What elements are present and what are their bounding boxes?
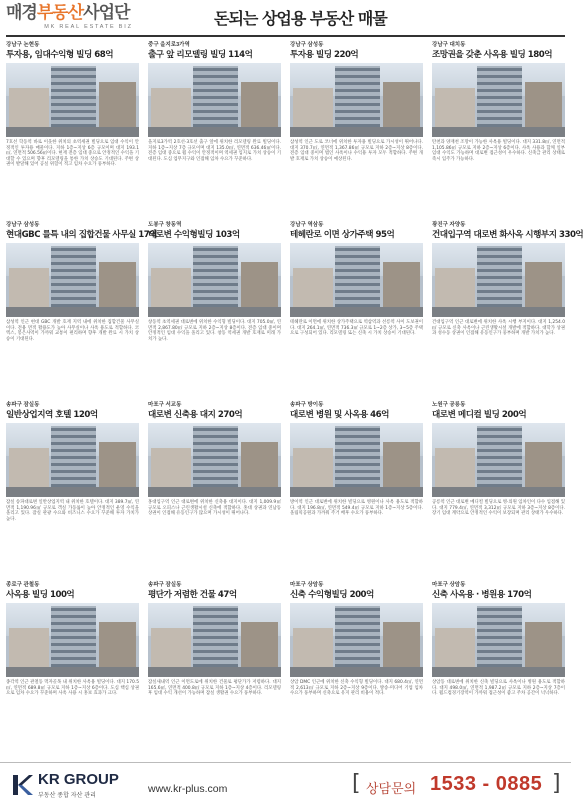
brand-subtitle: MK REAL ESTATE BIZ [44,24,133,30]
listing-description: 공릉역 인근 대로변 메디컬 빌딩으로 병·의원 임차인이 다수 입점해 있다. 대지 779.4㎡, 연면적 3,312㎡ 규모로 지하 3층~지상 8층이다. 장기 임대 계약으로 안정적인 수익이 보장되며 관리 상태가 우수하다. [432,500,565,517]
photo-bld-left [9,268,49,306]
photo-bld-right [99,442,136,486]
listing-description: 삼성역 인근 도로 코너에 위치한 투자용 빌딩으로 가시성이 뛰어나다. 대지 370.7㎡, 연면적 1,367.86㎡ 규모로 지하 2층~지상 8층이다. 전층 임대 중이며 법인 사옥이나 수익용 투자 모두 적합하다. 주변 개발 호재로 가치 상승이 예상된다. [290,140,423,162]
listing-title[interactable]: 신축 사옥용 · 병원용 170억 [432,590,532,600]
listing-photo[interactable] [432,63,565,137]
listing-card[interactable] [290,42,423,186]
listing-description: 을지로3가역 2호선·3호선 출구 앞에 위치한 리모델링 완료 빌딩이다. 지하 1층~지상 7층 규모이며 대지 135.0㎡, 연면적 636.46㎡이다. 전층 임대 중으로 월 수익이 안정적이며 역세권 입지로 가치 상승이 기대된다. 도심 업무지구와 인접해 임차 수요가 꾸준하다. [148,140,281,162]
photo-bld-left [9,448,49,486]
photo-bld-left [151,448,191,486]
photo-bld-main [193,66,238,127]
photo-bld-right [383,262,420,306]
listing-location: 송파구 잠실동 [6,402,40,408]
listing-photo[interactable] [6,243,139,317]
listing-location: 마포구 서교동 [148,402,182,408]
photo-bld-right [241,622,278,666]
listing-card[interactable] [6,42,139,186]
listing-location: 강남구 대치동 [432,42,466,48]
photo-bld-main [51,606,96,667]
listing-card[interactable] [148,582,281,726]
photo-bld-main [335,66,380,127]
listing-description: 탄천과 양재천 조망이 가능한 사옥용 빌딩이다. 대지 331.8㎡, 연면적 1,105.86㎡ 규모로 지하 2층~지상 6층이다. 사옥 사용과 함께 일부 임대 수익도 가능하며 대로변 접근성이 우수하다. 신축급 관리 상태로 즉시 입주가 가능하다. [432,140,565,162]
photo-bld-main [477,606,522,667]
listing-card[interactable] [432,222,583,366]
listing-title[interactable]: 투자용, 임대수익형 빌딩 68억 [6,50,114,60]
listing-card[interactable] [290,402,423,546]
photo-ground [432,667,565,677]
photo-bld-right [99,622,136,666]
listing-location: 강남구 논현동 [6,42,40,48]
photo-bld-main [335,426,380,487]
listing-photo[interactable] [432,603,565,677]
photo-bld-right [99,82,136,126]
header-divider [6,35,565,37]
photo-bld-left [293,268,333,306]
listing-title[interactable]: 출구 앞 리모델링 빌딩 114억 [148,50,253,60]
listing-card[interactable] [6,582,139,726]
photo-bld-main [193,246,238,307]
listing-photo[interactable] [290,603,423,677]
photo-bld-main [51,66,96,127]
listing-photo[interactable] [6,63,139,137]
photo-ground [432,127,565,137]
photo-bld-main [477,66,522,127]
photo-ground [6,667,139,677]
photo-bld-left [9,628,49,666]
company-name: KR GROUP [38,771,119,788]
photo-bld-right [383,442,420,486]
listing-location: 강남구 삼성동 [290,42,324,48]
brand-title: 매경부동산사업단 [6,3,130,23]
listing-location: 송파구 잠실동 [148,582,182,588]
listing-title[interactable]: 건대입구역 대로변 화사옥 시행부지 330억 [432,230,583,240]
photo-ground [290,487,423,497]
listing-location: 종로구 관철동 [6,582,40,588]
masthead [0,0,571,34]
listing-photo[interactable] [432,243,565,317]
photo-bld-main [477,246,522,307]
listing-photo[interactable] [432,423,565,497]
footer [0,762,571,805]
listing-description: 잠실새내역 인근 이면도로에 위치한 건물로 평단가가 저렴하다. 대지 165.6㎡, 연면적 400.8㎡ 규모로 지하 1층~지상 4층이다. 리모델링 후 임대 수익 개선이 가능하며 잠실 생활권 수요가 풍부하다. [148,680,281,697]
photo-bld-right [383,622,420,666]
listing-photo[interactable] [148,423,281,497]
company-website-link[interactable]: www.kr-plus.com [148,783,228,795]
listing-location: 강남구 삼성동 [6,222,40,228]
listing-card[interactable] [432,402,565,546]
listing-description: 상암동 대로변에 위치한 신축 빌딩으로 사옥이나 병원 용도로 적합하다. 대지 498.0㎡, 연면적 1,987.2㎡ 규모로 지하 2층~지상 7층이다. 월드컵경기장역이 가까워 접근성이 좋고 주차 공간이 넉넉하다. [432,680,565,697]
page-headline: 돈되는 상업용 부동산 매물 [214,9,387,28]
listing-location: 송파구 방이동 [290,402,324,408]
photo-bld-left [435,448,475,486]
listing-description: 잠실 송파대로변 일반상업지역 내 위치한 호텔이다. 대지 389.7㎡, 연면적 1,190.96㎡ 규모로 객실 가동률이 높아 안정적인 운영 수익을 올리고 있다. 잠실 관광 수요와 비즈니스 수요가 꾸준해 투자 가치가 높다. [6,500,139,522]
listing-card[interactable] [148,402,281,546]
listing-title[interactable]: 조망권을 갖춘 사옥용 빌딩 180억 [432,50,553,60]
photo-bld-right [99,262,136,306]
listing-title[interactable]: 사옥용 빌딩 100억 [6,590,75,600]
listing-title[interactable]: 일반상업지역 호텔 120억 [6,410,98,420]
photo-bld-left [151,268,191,306]
listing-title[interactable]: 투자용 빌딩 220억 [290,50,359,60]
listing-photo[interactable] [148,603,281,677]
photo-bld-left [293,88,333,126]
listing-description: 삼성역 인근 현대 GBC 개발 호재 지역 내에 위치한 집합건물 사무실이다. 전용 면적 활용도가 높아 사무실이나 사옥 용도로 적합하다. 코엑스, 봉은사역이 가까워 교통이 편리하며 향후 개발 완료 시 가치 상승이 기대된다. [6,320,139,342]
listing-description: 종각역 인근 관철동 먹자골목 내 위치한 사옥용 빌딩이다. 대지 170.5㎡, 연면적 689.8㎡ 규모로 지하 1층~지상 6층이다. 도심 핵심 상권으로 임차 수요가 꾸준하며 사옥 사용 시 홍보 효과가 크다. [6,680,139,697]
photo-bld-right [525,262,562,306]
photo-ground [6,127,139,137]
photo-bld-main [477,426,522,487]
listing-card[interactable] [148,222,281,366]
photo-bld-main [193,606,238,667]
listing-location: 중구 을지로3가역 [148,42,190,48]
listing-card[interactable] [290,222,423,366]
listing-card[interactable] [148,42,281,186]
listing-location: 강남구 역삼동 [290,222,324,228]
listing-card[interactable] [290,582,423,726]
photo-bld-right [241,262,278,306]
photo-bld-left [151,628,191,666]
photo-bld-left [293,448,333,486]
listing-description: 창동역 초역세권 대로변에 위치한 수익형 빌딩이다. 대지 705.0㎡, 연면적 2,867.80㎡ 규모로 지하 2층~지상 8층이다. 전층 임대 중이며 안정적인 임대 수익을 올리고 있다. 창동 역세권 개발 호재로 미래 가치가 높다. [148,320,281,342]
listing-photo[interactable] [6,423,139,497]
photo-ground [290,127,423,137]
photo-bld-main [193,426,238,487]
listing-title[interactable]: 대로변 신축용 대지 270억 [148,410,243,420]
photo-bld-right [525,442,562,486]
brand-logo[interactable] [6,3,171,33]
listing-title[interactable]: 평단가 저렴한 건물 47억 [148,590,237,600]
listing-title[interactable]: 신축 수익형빌딩 200억 [290,590,374,600]
listing-description: 방이역 인근 대로변에 위치한 빌딩으로 병원이나 사옥 용도로 적합하다. 대지 196.8㎡, 연면적 549.4㎡ 규모로 지하 1층~지상 5층이다. 올림픽공원과 가까워 주거 배후 수요가 풍부하다. [290,500,423,517]
listing-location: 도봉구 창동역 [148,222,182,228]
listing-location: 노원구 공릉동 [432,402,466,408]
consult-phone-number[interactable]: 1533 - 0885 [430,773,543,795]
photo-ground [148,307,281,317]
photo-ground [148,127,281,137]
listing-title[interactable]: 대로변 메디컬 빌딩 200억 [432,410,527,420]
bracket-right: ] [552,771,561,796]
photo-bld-left [151,88,191,126]
photo-bld-right [241,82,278,126]
photo-bld-main [51,426,96,487]
listing-title[interactable]: 대로변 병원 및 사옥용 46억 [290,410,389,420]
consult-label: 상담문의 [366,782,417,797]
photo-ground [290,307,423,317]
listing-card[interactable] [6,222,158,366]
photo-bld-left [435,628,475,666]
listing-photo[interactable] [290,243,423,317]
kr-logo-icon [12,773,34,797]
photo-bld-left [293,628,333,666]
listing-card[interactable] [432,42,565,186]
listing-title[interactable]: 테헤란로 이면 상가주택 95억 [290,230,395,240]
consult-phone-block[interactable] [352,772,562,798]
photo-bld-right [525,622,562,666]
photo-ground [432,307,565,317]
photo-bld-right [525,82,562,126]
listing-card[interactable] [432,582,565,726]
listing-description: 상암 DMC 인근에 위치한 신축 수익형 빌딩이다. 대지 680.4㎡, 연면적 2,613㎡ 규모로 지하 2층~지상 9층이다. 방송·미디어 기업 임차 수요가 풍부하며 신축으로 유지 관리 비용이 적다. [290,680,423,697]
bracket-left: [ [352,771,361,796]
photo-bld-main [335,246,380,307]
company-tagline: 부동산 종합 자산 관리 [38,792,96,799]
photo-bld-right [241,442,278,486]
listing-photo[interactable] [290,63,423,137]
brand-highlight: 부동산 [36,3,84,23]
photo-ground [290,667,423,677]
listing-title[interactable]: 대로변 수익형빌딩 103억 [148,230,240,240]
listing-description: 테헤란로 이면에 위치한 상가주택으로 역삼역과 선릉역 사이 도보권이다. 대지 264.1㎡, 연면적 736.3㎡ 규모로 1~2층 상가, 3~5층 주택으로 구성되어 있다. 리모델링 또는 신축 시 가치 상승이 기대된다. [290,320,423,337]
listing-location: 광진구 자양동 [432,222,466,228]
photo-ground [6,487,139,497]
listing-photo[interactable] [6,603,139,677]
photo-bld-main [51,246,96,307]
listing-description: 건대입구역 인근 대로변에 위치한 사옥 시행 부지이다. 대지 1,254.0㎡ 규모로 신축 사옥이나 근린생활시설 개발에 적합하다. 대학가 상권과 성수동 상권이 인접해 유동인구가 풍부하며 개발 가치가 높다. [432,320,565,337]
listing-location: 마포구 상암동 [290,582,324,588]
listing-description: 7호선 학동역 바로 이웃한 위치의 초역세권 빌딩으로 임대 수익이 안정적인 투자용 매물이다. 지하 1층~지상 6층 규모이며 대지 193.1㎡, 연면적 506.56㎡이다. 현재 전층 임대 중으로 안정적인 수익을 기대할 수 있으며 향후 리모델링을 통한 가치 상승도 기대된다. 주변 상권이 발달해 있어 공실 위험이 적고 임차 수요가 풍부하다. [6,140,139,168]
photo-bld-right [383,82,420,126]
photo-ground [148,487,281,497]
listing-location: 마포구 상암동 [432,582,466,588]
photo-bld-left [9,88,49,126]
listing-photo[interactable] [290,423,423,497]
listing-title[interactable]: 현대GBC 를특 내의 집합건물 사무실 17억 [6,230,158,240]
listing-description: 홍대입구역 인근 대로변에 위치한 신축용 대지이다. 대지 1,009.9㎡ 규모로 오피스나 근린생활시설 신축에 적합하다. 홍대 상권과 연남동 상권이 인접해 유동인구가 많으며 가시성이 뛰어나다. [148,500,281,517]
photo-bld-left [435,88,475,126]
listing-card[interactable] [6,402,139,546]
photo-ground [6,307,139,317]
photo-bld-left [435,268,475,306]
listing-photo[interactable] [148,243,281,317]
photo-bld-main [335,606,380,667]
photo-ground [432,487,565,497]
listing-photo[interactable] [148,63,281,137]
photo-ground [148,667,281,677]
